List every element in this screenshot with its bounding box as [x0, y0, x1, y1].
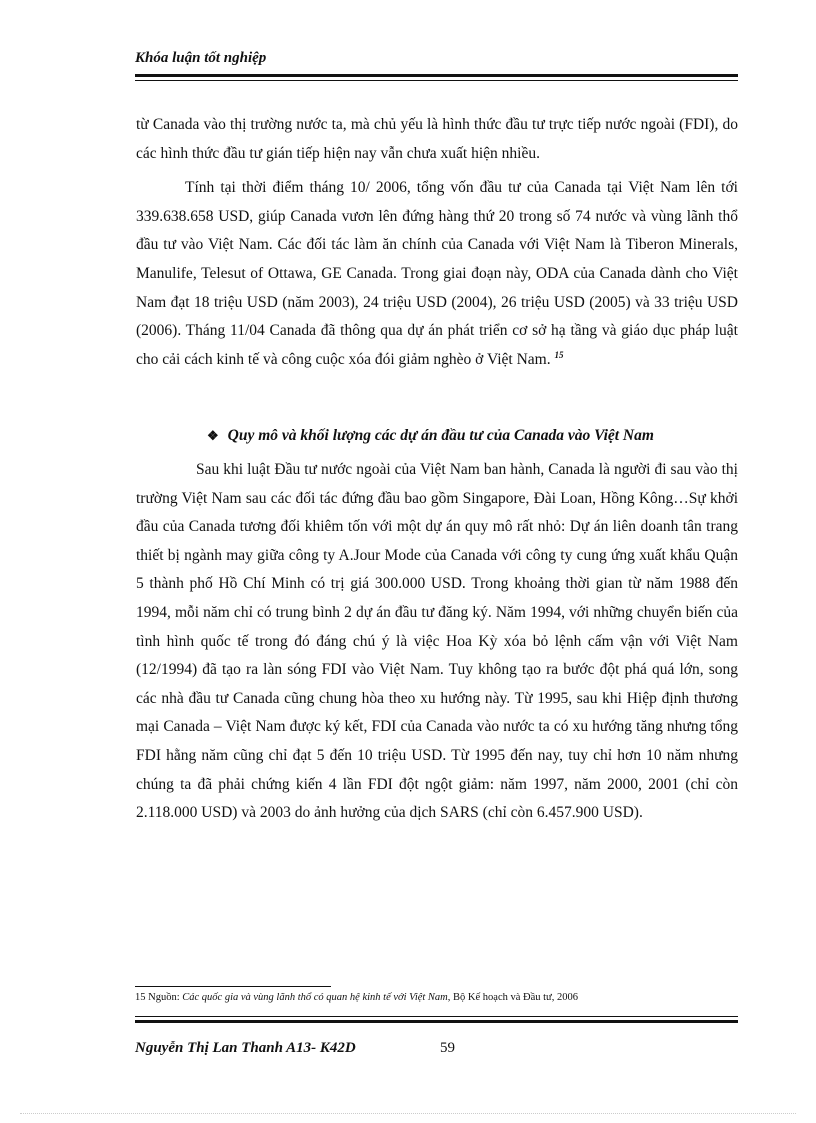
header-rule-thick — [135, 74, 738, 77]
footnote — [135, 992, 578, 1003]
document-header-title: Khóa luận tốt nghiệp — [135, 50, 267, 66]
section-heading-text: Quy mô và khối lượng các dự án đầu tư của Canada vào Việt Nam — [227, 427, 654, 444]
footnote-suffix: , Bộ Kế hoạch và Đầu tư, 2006 — [447, 992, 578, 1003]
footnote-prefix: Nguồn: — [148, 992, 183, 1003]
body-block-bottom — [136, 456, 738, 828]
paragraph-2-text: Tính tại thời điểm tháng 10/ 2006, tổng vốn đầu tư của Canada tại Việt Nam lên tới 339.638.658 USD, giúp Canada vươn lên đứng hàng thứ 20 trong số 74 nước và vùng lãnh thổ đầu tư vào Việt Nam. Các đối tác làm ăn chính của Canada với Việt Nam là Tiberon Minerals, Manulife, Telesut of Ottawa, GE Canada. Trong giai đoạn này, ODA của Canada dành cho Việt Nam đạt 18 triệu USD (năm 2003), 24 triệu USD (2004), 26 triệu USD (2005) và 33 triệu USD (2006). Tháng 11/04 Canada đã thông qua dự án phát triển cơ sở hạ tầng và giáo dục pháp luật cho cải cách kinh tế và công cuộc xóa đói giảm nghèo ở Việt Nam. — [136, 179, 738, 368]
section-heading — [207, 427, 654, 445]
footnote-reference: 15 — [554, 349, 564, 360]
footer-author: Nguyễn Thị Lan Thanh A13- K42D — [135, 1040, 356, 1056]
body-block-top — [136, 111, 738, 374]
footer-rule-thick — [135, 1020, 738, 1023]
page-edge-divider — [20, 1113, 796, 1114]
footnote-source-title: Các quốc gia và vùng lãnh thổ có quan hệ kinh tế với Việt Nam — [182, 992, 448, 1003]
diamond-bullet-icon: ❖ — [207, 428, 219, 443]
footnote-separator — [135, 986, 331, 987]
paragraph-3: Sau khi luật Đầu tư nước ngoài của Việt Nam ban hành, Canada là người đi sau vào thị trường Việt Nam sau các đối tác đứng đầu bao gồm Singapore, Đài Loan, Hồng Kông…Sự khởi đầu của Canada tương đối khiêm tốn với một dự án quy mô rất nhỏ: Dự án liên doanh tân trang thiết bị ngành may giữa công ty A.Jour Mode của Canada với công ty cung ứng xuất khẩu Quận 5 thành phố Hồ Chí Minh có trị giá 300.000 USD. Trong khoảng thời gian từ năm 1988 đến 1994, mỗi năm chỉ có trung bình 2 dự án đầu tư đăng ký. Năm 1994, với những chuyển biến của tình hình quốc tế trong đó đáng chú ý là việc Hoa Kỳ xóa bỏ lệnh cấm vận với Việt Nam (12/1994) đã tạo ra làn sóng FDI vào Việt Nam. Tuy không tạo ra bước đột phá quá lớn, song các nhà đầu tư Canada cũng chung hòa theo xu hướng này. Từ 1995, sau khi Hiệp định thương mại Canada – Việt Nam được ký kết, FDI của Canada vào nước ta có xu hướng tăng nhưng tổng FDI hằng năm cũng chỉ đạt 5 đến 10 triệu USD. Từ 1995 đến nay, tuy chỉ hơn 10 năm nhưng chúng ta đã phải chứng kiến 4 lần FDI đột ngột giảm: năm 1997, năm 2000, 2001 (chỉ còn 2.118.000 USD) và 2003 do ảnh hưởng của dịch SARS (chỉ còn 6.457.900 USD). — [136, 461, 738, 822]
footnote-number: 15 — [135, 992, 146, 1003]
header-rule-thin — [135, 80, 738, 81]
page-number: 59 — [440, 1040, 455, 1056]
footer-rule-thin — [135, 1016, 738, 1017]
paragraph-2 — [136, 174, 738, 374]
paragraph-1: từ Canada vào thị trường nước ta, mà chủ yếu là hình thức đầu tư trực tiếp nước ngoài (FDI), do các hình thức đầu tư gián tiếp hiện nay vẫn chưa xuất hiện nhiều. — [136, 116, 738, 162]
